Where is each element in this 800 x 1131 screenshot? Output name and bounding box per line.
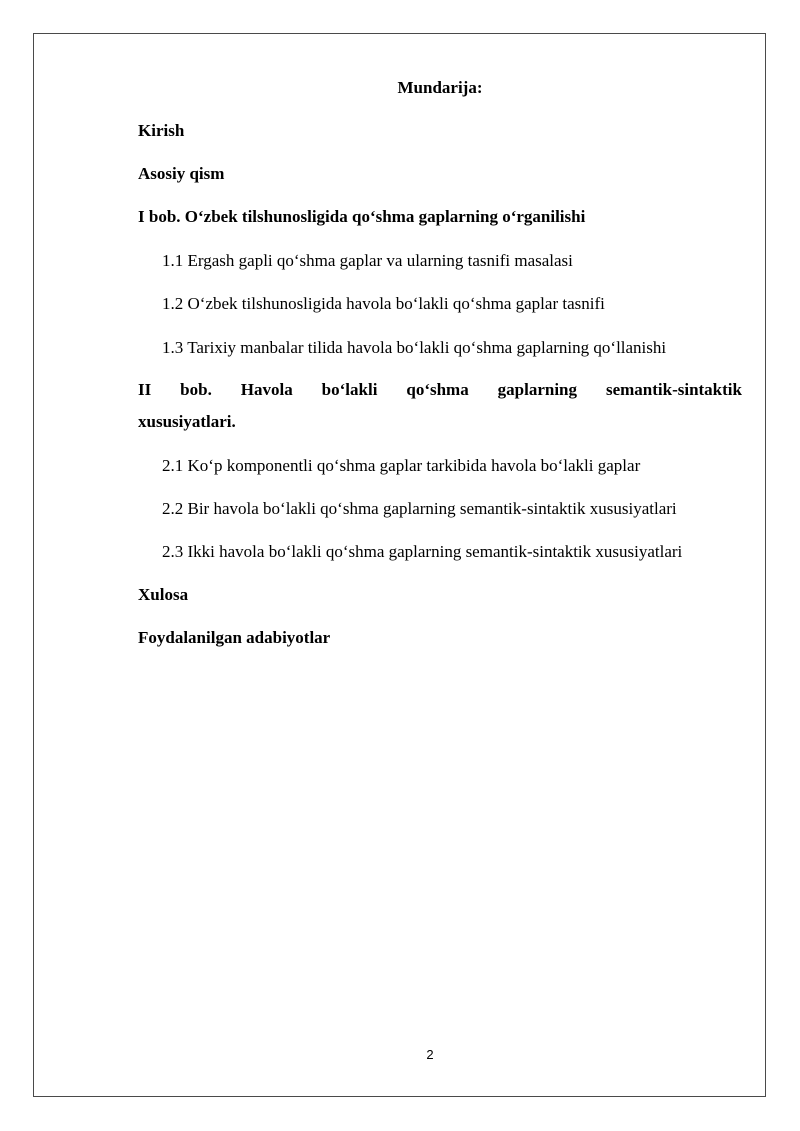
page-border [33,33,766,1097]
chapter-2-word: qo‘shma [406,380,469,399]
toc-item-section-2-2: 2.2 Bir havola bo‘lakli qo‘shma gaplarning semantik-sintaktik xususiyatlari [162,499,677,518]
chapter-2-word: II [138,380,152,399]
toc-item-chapter-2 [138,379,742,433]
toc-item-section-1-2: 1.2 O‘zbek tilshunosligida havola bo‘lakli qo‘shma gaplar tasnifi [162,294,605,313]
page-number: 2 [426,1047,434,1062]
chapter-2-line-1 [138,379,742,401]
toc-item-section-1-3: 1.3 Tarixiy manbalar tilida havola bo‘lakli qo‘shma gaplarning qo‘llanishi [162,338,667,357]
chapter-2-word: bo‘lakli [321,380,378,399]
toc-item-xulosa: Xulosa [138,585,189,604]
chapter-2-word: bob. [180,380,212,399]
chapter-2-word: Havola [240,380,293,399]
chapter-2-word: semantik-sintaktik [605,380,742,399]
toc-item-section-2-1: 2.1 Ko‘p komponentli qo‘shma gaplar tarkibida havola bo‘lakli gaplar [162,456,641,475]
toc-item-section-2-3: 2.3 Ikki havola bo‘lakli qo‘shma gaplarning semantik-sintaktik xususiyatlari [162,542,683,561]
chapter-2-line-2: xususiyatlari. [138,412,236,431]
toc-item-kirish: Kirish [138,121,185,140]
toc-item-asosiy-qism: Asosiy qism [138,164,225,183]
chapter-2-word: gaplarning [497,380,578,399]
toc-title: Mundarija: [397,78,483,97]
toc-item-section-1-1: 1.1 Ergash gapli qo‘shma gaplar va ularning tasnifi masalasi [162,251,573,270]
toc-item-adabiyotlar: Foydalanilgan adabiyotlar [138,628,331,647]
toc-item-chapter-1: I bob. O‘zbek tilshunosligida qo‘shma gaplarning o‘rganilishi [138,207,586,226]
